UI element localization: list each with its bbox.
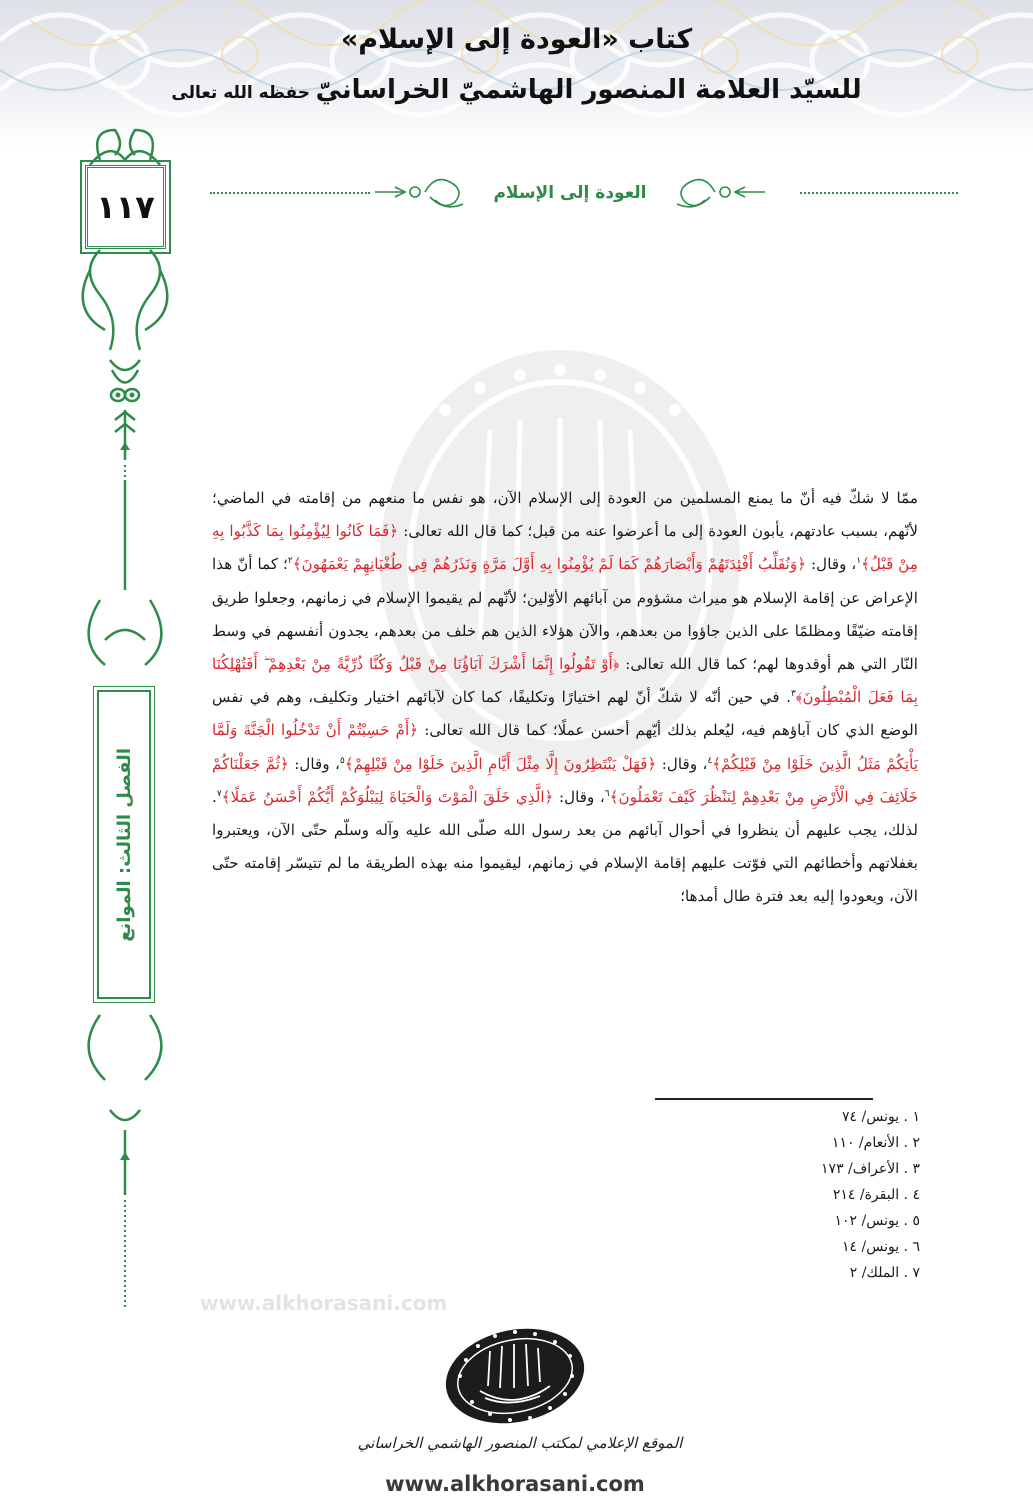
body-text-run: . في حين أنّه لا شكّ أنّ لهم اختيارًا وتكليفًا، كما كان لآبائهم اختيار وتكليف، وهم في نفس الوضع الذي كان آباؤهم فيه، ليُعلم بذلك أيّهم أحسن عملًا؛ كما قال الله تعالى: <box>212 688 918 740</box>
quran-verse: ﴿أَوْ تَقُولُوا إِنَّمَا أَشْرَكَ آبَاؤُنَا مِنْ قَبْلُ وَكُنَّا ذُرِّيَّةً مِنْ بَعْدِهِمْ ۖ أَفَتُهْلِكُنَا بِمَا فَعَلَ الْمُبْطِلُونَ﴾ <box>212 655 918 707</box>
body-text-run: ؛ كما أنّ هذا الإعراض عن إقامة الإسلام هو ميراث مشؤوم من آبائهم الأوّلين؛ لأنّهم لم يقيموا الإسلام في زمانهم، وجعلوا طريق إقامته ضيّقًا ومظلمًا على الذين جاؤوا من بعدهم، والآن هؤلاء الذين هم خلف من بعدهم، يجدون أنفسهم في وسط النّار التي هم أوقدوها لهم؛ كما قال الله تعالى: <box>212 555 918 674</box>
footnote-ref: ٦ <box>604 788 610 799</box>
body-paragraph <box>212 482 918 914</box>
body-text-run: ، وقال: <box>553 787 605 806</box>
footnote-item: ٤ . البقرة/ ٢١٤ <box>832 1187 920 1203</box>
author-line <box>0 72 1033 111</box>
footnote-item: ٢ . الأنعام/ ١١٠ <box>831 1135 920 1151</box>
quran-verse: ﴿فَمَا كَانُوا لِيُؤْمِنُوا بِمَا كَذَّبُوا بِهِ مِنْ قَبْلُ﴾ <box>212 522 918 574</box>
author-name: للسيّد العلامة المنصور الهاشميّ الخراسانيّ <box>315 75 862 105</box>
running-title: العودة إلى الإسلام <box>493 183 647 203</box>
chapter-label-box <box>97 690 151 999</box>
footnote-item: ٧ . الملك/ ٢ <box>849 1265 920 1281</box>
watermark-url: www.alkhorasani.com <box>200 1291 448 1315</box>
quran-verse: ﴿فَهَلْ يَنْتَظِرُونَ إِلَّا مِثْلَ أَيَّامِ الَّذِينَ خَلَوْا مِنْ قَبْلِهِمْ﴾ <box>344 754 657 773</box>
page-number: ١١٧ <box>96 188 155 226</box>
footnote-ref: ٥ <box>339 755 345 766</box>
page-number-box <box>85 165 166 249</box>
body-text-run: ، وقال: <box>656 754 708 773</box>
body-text-run: ممّا لا شكّ فيه أنّ ما يمنع المسلمين من العودة إلى الإسلام الآن، هو نفس ما منعهم من إقامته في الماضي؛ لأنّهم، بسبب عادتهم، يأبون العودة إلى ما أعرضوا عنه من قبل؛ كما قال الله تعالى: <box>212 489 918 541</box>
footnotes-list <box>700 1104 920 1286</box>
chapter-label: الفصل الثالث: الموانع <box>113 747 135 942</box>
running-head <box>200 178 960 208</box>
footnote-ref: ٣ <box>790 689 796 700</box>
footnote-item: ٦ . يونس/ ١٤ <box>842 1239 920 1255</box>
running-head-rule-left <box>210 192 370 194</box>
khorasani-seal-logo <box>440 1326 590 1426</box>
footnote-item: ١ . يونس/ ٧٤ <box>842 1109 920 1125</box>
author-honorific: حفظه الله تعالى <box>171 83 310 103</box>
book-title: كتاب «العودة إلى الإسلام» <box>340 24 693 55</box>
footnote-item: ٥ . يونس/ ١٠٢ <box>834 1213 920 1229</box>
footnote-item: ٣ . الأعراف/ ١٧٣ <box>821 1161 920 1177</box>
quran-verse: ﴿الَّذِي خَلَقَ الْمَوْتَ وَالْحَيَاةَ لِيَبْلُوَكُمْ أَيُّكُمْ أَحْسَنُ عَمَلًا﴾ <box>221 787 554 806</box>
footnote-ref: ٧ <box>216 788 222 799</box>
body-text-run: ، وقال: <box>806 555 857 574</box>
scroll-ornament-left-icon <box>375 172 470 212</box>
quran-verse: ﴿ثُمَّ جَعَلْنَاكُمْ خَلَائِفَ فِي الْأَرْضِ مِنْ بَعْدِهِمْ لِنَنْظُرَ كَيْفَ تَعْمَلُونَ﴾ <box>212 754 918 806</box>
body-text-run: . لذلك، يجب عليهم أن ينظروا في أحوال آبائهم من بعد رسول الله صلّى الله عليه وآله وسلّم حتّى الآن، ويعتبروا بغفلاتهم وأخطائهم التي فوّتت عليهم إقامة الإسلام في زمانهم، ليقيموا منه بهذه الطريقة ما لم تتيسّر إقامته حتّى الآن، ويعودوا إليه بعد فترة طال أمدها؛ <box>212 787 918 906</box>
footnote-rule <box>655 1098 873 1100</box>
footnote-ref: ٤ <box>707 755 713 766</box>
scroll-ornament-right-icon <box>670 172 765 212</box>
site-url: www.alkhorasani.com <box>385 1472 645 1496</box>
footnote-ref: ٢ <box>287 556 293 567</box>
body-text-run: ، وقال: <box>288 754 340 773</box>
quran-verse: ﴿أَمْ حَسِبْتُمْ أَنْ تَدْخُلُوا الْجَنَّةَ وَلَمَّا يَأْتِكُمْ مَثَلُ الَّذِينَ خَلَوْا مِنْ قَبْلِكُمْ﴾ <box>212 721 918 773</box>
site-name-calligraphy: الموقع الإعلامي لمكتب المنصور الهاشمي الخراساني <box>357 1434 683 1452</box>
footnote-ref: ١ <box>856 556 862 567</box>
running-head-rule-right <box>800 192 958 194</box>
quran-verse: ﴿وَنُقَلِّبُ أَفْئِدَتَهُمْ وَأَبْصَارَهُمْ كَمَا لَمْ يُؤْمِنُوا بِهِ أَوَّلَ مَرَّةٍ وَنَذَرُهُمْ فِي طُغْيَانِهِمْ يَعْمَهُونَ﴾ <box>292 555 807 574</box>
